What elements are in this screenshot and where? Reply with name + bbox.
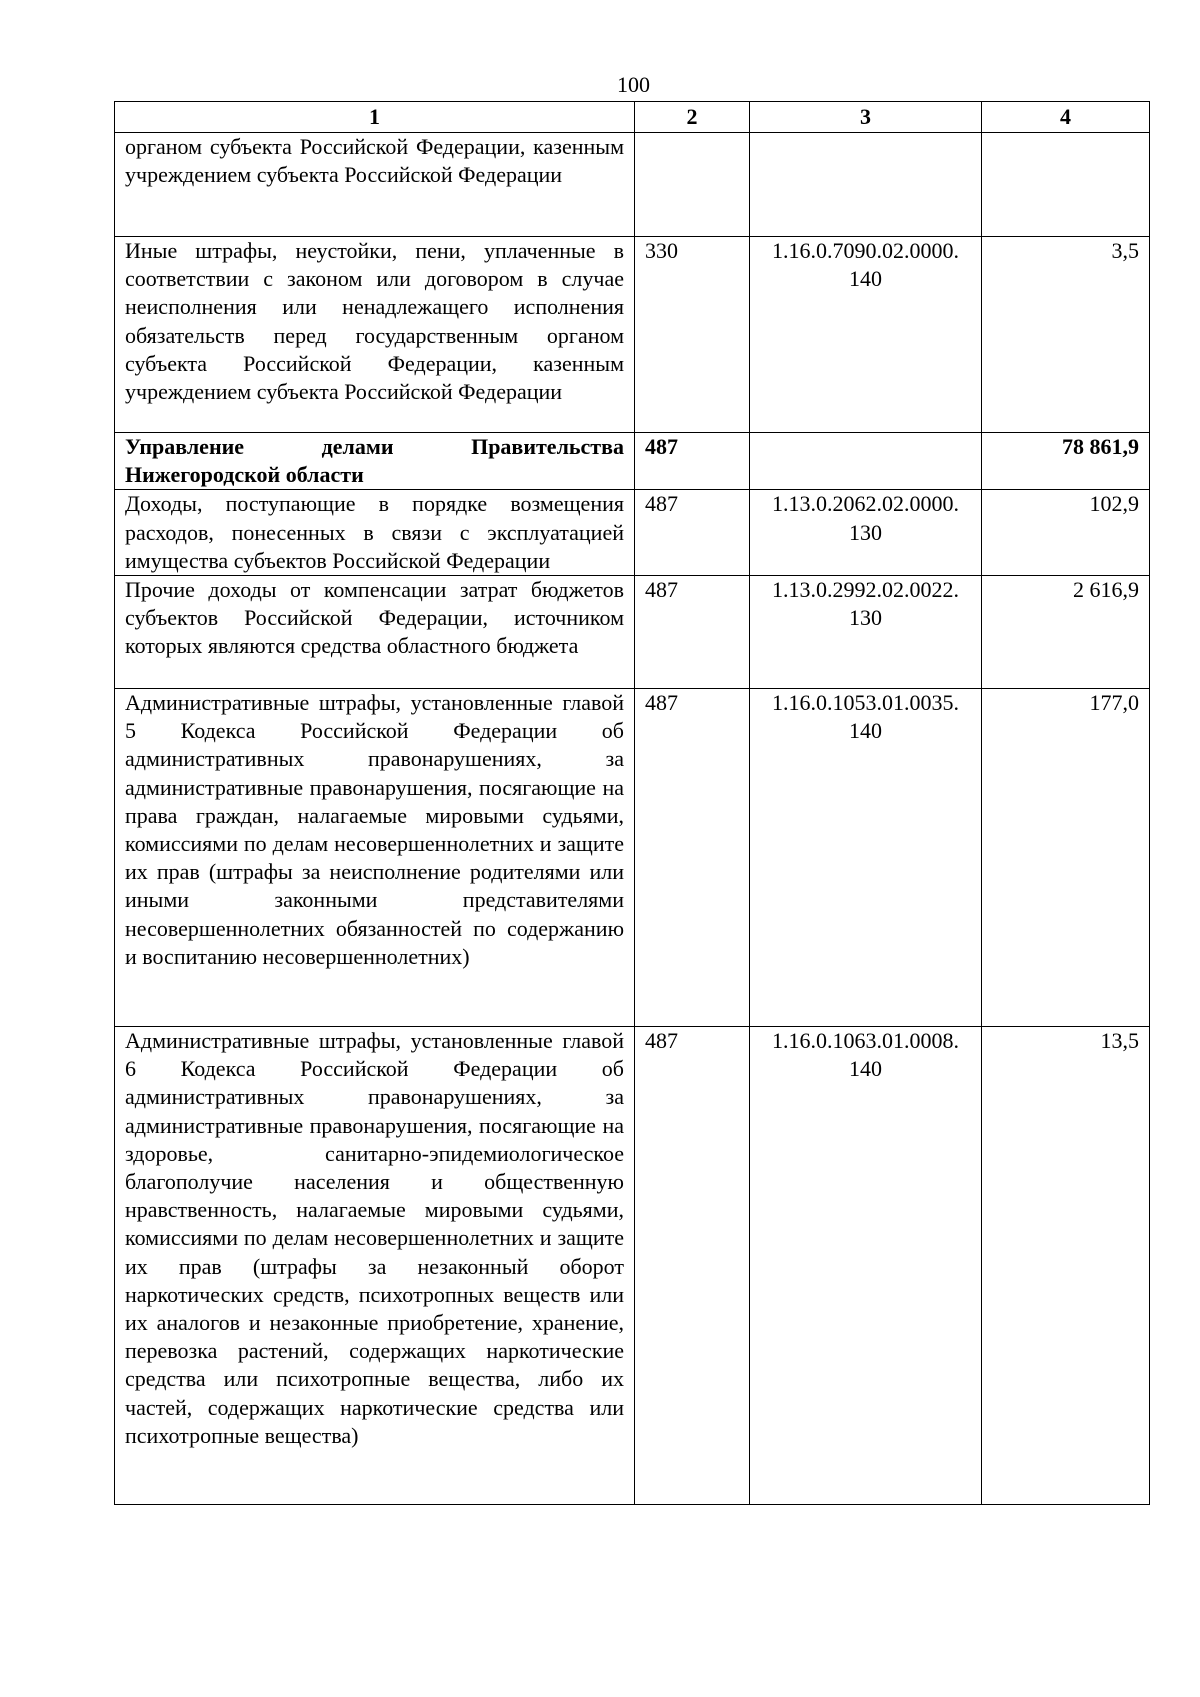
row-name: органом субъекта Российской Федерации, казенным учреждением субъекта Российской Федерации — [115, 133, 635, 237]
row-name: Иные штрафы, неустойки, пени, уплаченные в соответствии с законом или договором в случае неисполнения или ненадлежащего исполнения обязательств перед государственным органом субъекта Российской Федерации, казенным учреждением субъекта Российской Федерации — [115, 237, 635, 433]
row-amount — [982, 133, 1150, 237]
row-admin-code: 487 — [635, 490, 750, 576]
page-number: 100 — [617, 72, 650, 97]
row-budget-code — [750, 433, 982, 490]
row-name: Административные штрафы, установленные главой 6 Кодекса Российской Федерации об административных правонарушениях, за административные правонарушения, посягающие на здоровье, санитарно-эпидемиологическое благополучие населения и общественную нравственность, налагаемые мировыми судьями, комиссиями по делам несовершеннолетних и защите их прав (штрафы за незаконный оборот наркотических средств, психотропных веществ или их аналогов и незаконные приобретение, хранение, перевозка растений, содержащих наркотические средства или психотропные вещества, либо их частей, содержащих наркотические средства или психотропные вещества) — [115, 1027, 635, 1505]
row-amount: 78 861,9 — [982, 433, 1150, 490]
row-name: Административные штрафы, установленные главой 5 Кодекса Российской Федерации об административных правонарушениях, за административные правонарушения, посягающие на права граждан, налагаемые мировыми судьями, комиссиями по делам несовершеннолетних и защите их прав (штрафы за неисполнение родителями или иными законными представителями несовершеннолетних обязанностей по содержанию и воспитанию несовершеннолетних) — [115, 689, 635, 1027]
row-admin-code: 487 — [635, 576, 750, 689]
table-row-section — [115, 433, 1150, 490]
row-name: Доходы, поступающие в порядке возмещения расходов, понесенных в связи с эксплуатацией имущества субъектов Российской Федерации — [115, 490, 635, 576]
table-row — [115, 490, 1150, 576]
table-row — [115, 576, 1150, 689]
table-row — [115, 133, 1150, 237]
row-name: Управление делами Правительства Нижегородской области — [115, 433, 635, 490]
row-budget-code: 1.16.0.1063.01.0008. 140 — [750, 1027, 982, 1505]
table-row — [115, 689, 1150, 1027]
row-amount: 3,5 — [982, 237, 1150, 433]
column-header-2: 2 — [635, 102, 750, 133]
table-header-row — [115, 102, 1150, 133]
row-amount: 102,9 — [982, 490, 1150, 576]
row-budget-code: 1.16.0.1053.01.0035. 140 — [750, 689, 982, 1027]
row-admin-code: 487 — [635, 689, 750, 1027]
row-admin-code: 487 — [635, 433, 750, 490]
row-amount: 177,0 — [982, 689, 1150, 1027]
row-budget-code: 1.13.0.2062.02.0000. 130 — [750, 490, 982, 576]
row-admin-code — [635, 133, 750, 237]
row-admin-code: 330 — [635, 237, 750, 433]
row-budget-code: 1.13.0.2992.02.0022. 130 — [750, 576, 982, 689]
table-row — [115, 237, 1150, 433]
revenue-table — [114, 101, 1150, 1505]
row-amount: 2 616,9 — [982, 576, 1150, 689]
column-header-3: 3 — [750, 102, 982, 133]
column-header-4: 4 — [982, 102, 1150, 133]
row-name: Прочие доходы от компенсации затрат бюджетов субъектов Российской Федерации, источником которых являются средства областного бюджета — [115, 576, 635, 689]
column-header-1: 1 — [115, 102, 635, 133]
row-budget-code — [750, 133, 982, 237]
row-budget-code: 1.16.0.7090.02.0000. 140 — [750, 237, 982, 433]
row-admin-code: 487 — [635, 1027, 750, 1505]
row-amount: 13,5 — [982, 1027, 1150, 1505]
table-row — [115, 1027, 1150, 1505]
